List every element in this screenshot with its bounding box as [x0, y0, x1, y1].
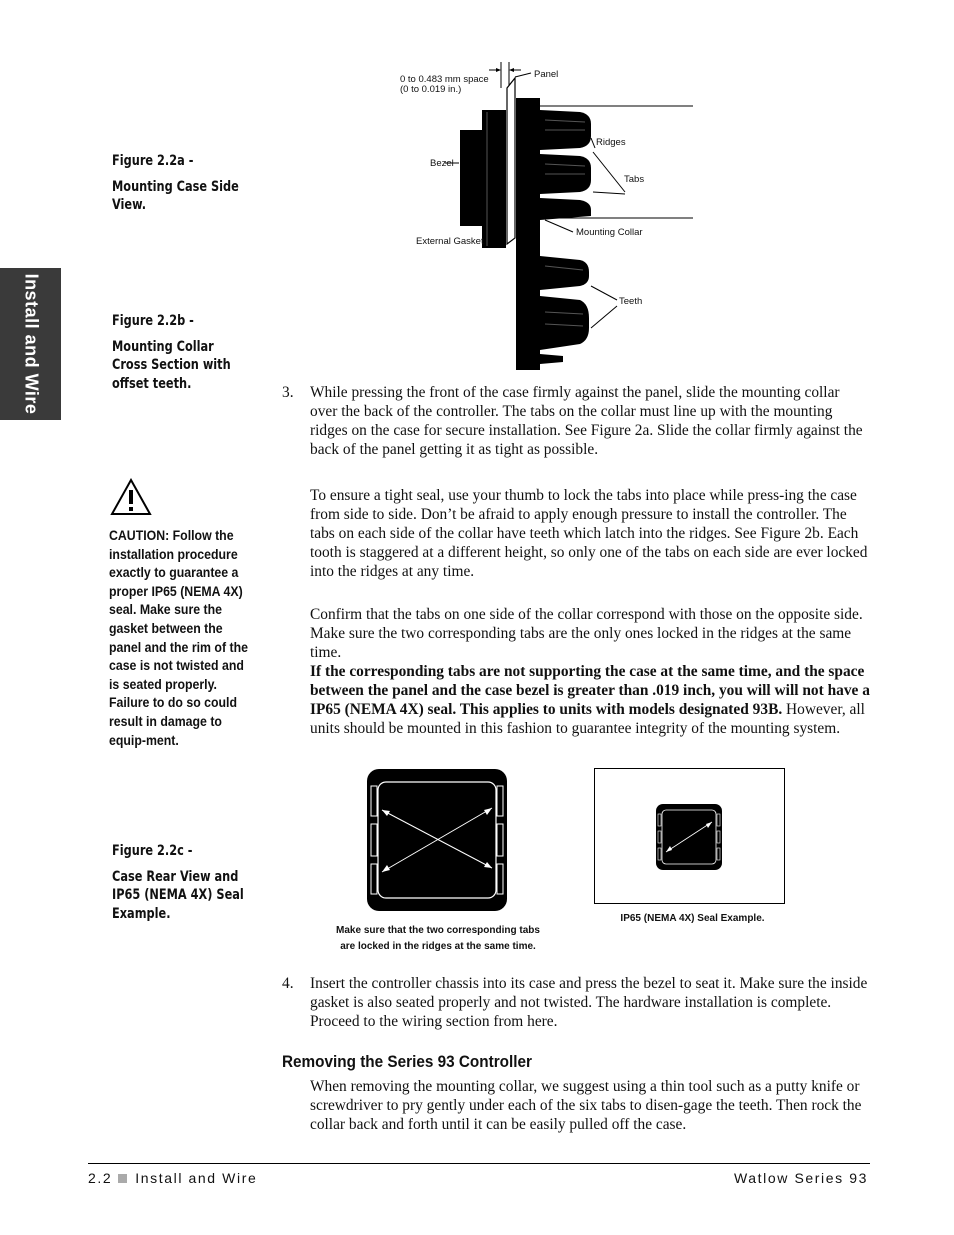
side-tab-label: Install and Wire — [21, 273, 41, 415]
footer-page-number: 2.2 — [88, 1170, 113, 1186]
figure-2-2c-caption — [112, 842, 247, 923]
footer-rule — [88, 1163, 870, 1164]
label-teeth: Teeth — [619, 296, 643, 307]
case-rear-caption — [318, 923, 558, 955]
step-3-paragraph-3-text: Confirm that the tabs on one side of the collar correspond with those on the opposite side. Make sure the two corresponding tabs are the only ones locked in the ridges at the same time. — [310, 606, 863, 661]
label-external-gasket: External Gasket — [416, 236, 484, 247]
label-space-line1: 0 to 0.483 mm space — [400, 74, 489, 85]
figure-2-2a-caption — [112, 152, 247, 215]
section-side-tab — [0, 268, 61, 420]
figure-title: Mounting Case Side View. — [112, 178, 239, 213]
footer-left — [88, 1170, 257, 1186]
step-3-paragraph-3-tail: However, all units should be mounted in this fashion to guarantee integrity of the mounting system. — [310, 701, 865, 737]
case-rear-caption-line2: are locked in the ridges at the same time. — [340, 941, 536, 952]
figure-number: Figure 2.2c - — [112, 843, 193, 859]
square-bullet-icon — [118, 1174, 127, 1183]
figure-title: Case Rear View and IP65 (NEMA 4X) Seal Example. — [112, 868, 244, 922]
step-4-paragraph: Insert the controller chassis into its case and press the bezel to seat it. Make sure the inside gasket is also seated properly and not twisted. The hardware installation is complete. Proceed to the wiring section from here. — [310, 975, 868, 1030]
step-3-warning-bold: If the corresponding tabs are not supporting the case at the same time, and the space between the panel and the case bezel is greater than .019 inch, you will will not have a IP65 (NEMA 4X) seal. This applies to units with models designated 93B. — [310, 663, 870, 718]
figure-number: Figure 2.2b - — [112, 313, 194, 329]
label-tabs: Tabs — [624, 174, 645, 185]
label-mounting-collar: Mounting Collar — [576, 227, 643, 238]
warning-triangle-icon — [110, 478, 152, 516]
caution-note: CAUTION: Follow the installation procedure exactly to guarantee a proper IP65 (NEMA 4X) seal. Make sure the gasket between the panel and the rim of the case is not twisted and is seated properly. Failure to do so could result in damage to equip-ment. — [109, 527, 248, 748]
step-3-paragraph-3 — [310, 605, 870, 738]
figure-2-2b-caption — [112, 312, 247, 393]
label-bezel: Bezel — [430, 158, 454, 169]
figure-number: Figure 2.2a - — [112, 153, 194, 169]
case-rear-view-diagram — [366, 768, 508, 912]
ip65-seal-diagram — [594, 768, 785, 904]
removing-heading: Removing the Series 93 Controller — [282, 1052, 532, 1071]
step-3-number: 3. — [282, 384, 294, 401]
removing-paragraph: When removing the mounting collar, we suggest using a thin tool such as a putty knife or screwdriver to pry gently under each of the six tabs to disen-gage the teeth. Then rock the collar back and forth until it can be easily pulled off the case. — [310, 1078, 862, 1133]
step-3-paragraph-1: While pressing the front of the case firmly against the panel, slide the mounting collar over the back of the controller. The tabs on the collar must line up with the mounting ridges on the case for secure installation. See Figure 2a. Slide the collar firmly against the back of the panel getting it as tight as possible. — [310, 384, 863, 458]
figure-title: Mounting Collar Cross Section with offset teeth. — [112, 338, 231, 392]
label-panel: Panel — [534, 69, 559, 80]
mounting-case-diagram — [395, 60, 705, 375]
step-3-paragraph-2: To ensure a tight seal, use your thumb to lock the tabs into place while press-ing the case from side to side. Don’t be afraid to apply enough pressure to install the controller. The tabs on each side of the collar have teeth which latch into the ridges. See Figure 2b. Each tooth is staggered at a different height, so only one of the tabs on each side are ever locked into the ridges at any time. — [310, 487, 868, 580]
case-rear-caption-line1: Make sure that the two corresponding tabs — [336, 925, 540, 936]
label-space-line2: (0 to 0.019 in.) — [400, 84, 462, 95]
label-ridges: Ridges — [596, 137, 626, 148]
footer-section: Install and Wire — [135, 1170, 258, 1186]
step-4-number: 4. — [282, 975, 294, 992]
footer-product: Watlow Series 93 — [733, 1170, 868, 1186]
ip65-seal-caption: IP65 (NEMA 4X) Seal Example. — [620, 913, 765, 924]
